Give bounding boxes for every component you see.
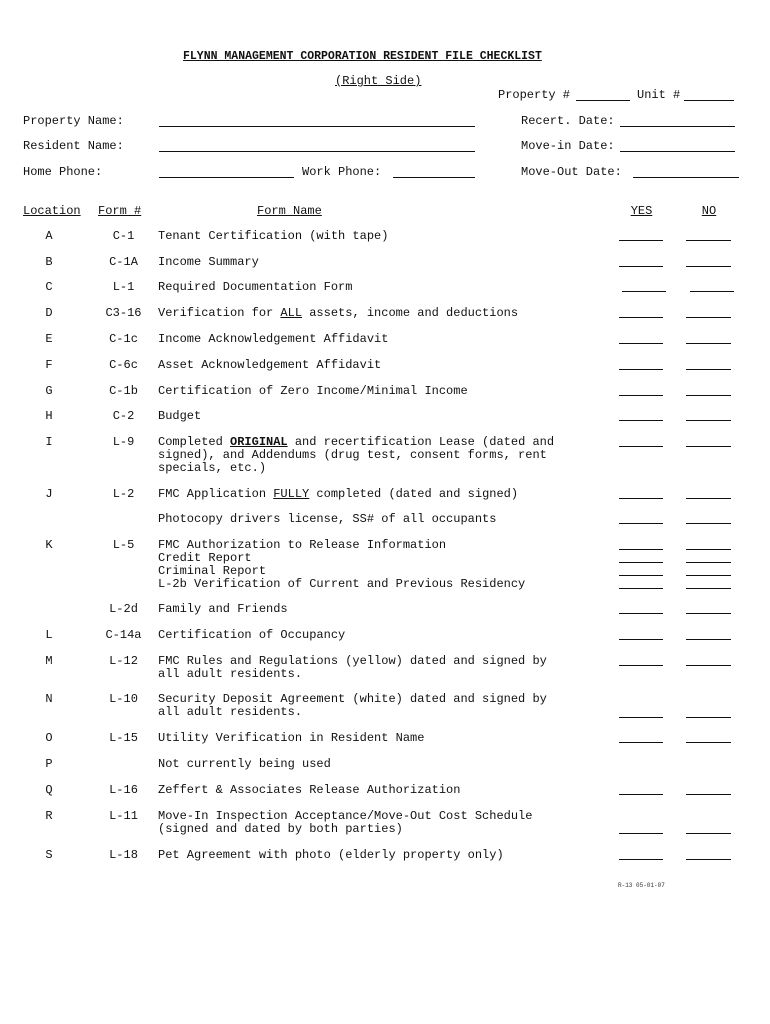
yes-checkbox-line[interactable]	[619, 369, 663, 370]
no-checkbox-line[interactable]	[686, 549, 731, 550]
row-form-number: C-6c	[109, 358, 138, 372]
no-checkbox-line[interactable]	[686, 639, 731, 640]
row-form-number: C-2	[112, 409, 135, 423]
property-number-field[interactable]	[576, 100, 630, 101]
no-checkbox-line[interactable]	[686, 240, 731, 241]
row-form-number: L-12	[109, 654, 138, 668]
yes-checkbox-line[interactable]	[619, 266, 663, 267]
no-checkbox-line[interactable]	[686, 317, 731, 318]
yes-checkbox-line[interactable]	[619, 639, 663, 640]
no-checkbox-line[interactable]	[686, 395, 731, 396]
move-in-date-label: Move-in Date:	[521, 139, 615, 153]
row-form-name: Tenant Certification (with tape)	[158, 229, 389, 243]
unit-number-label: Unit #	[637, 88, 681, 102]
row-form-number: L-16	[109, 783, 138, 797]
emphasis-text: FULLY	[273, 487, 310, 501]
row-form-name: Verification for ALL assets, income and deductions	[158, 306, 519, 320]
no-checkbox-line[interactable]	[686, 665, 731, 666]
no-checkbox-line[interactable]	[686, 343, 731, 344]
row-location: K	[45, 538, 53, 552]
no-checkbox-line[interactable]	[686, 859, 731, 860]
row-location: D	[45, 306, 53, 320]
no-checkbox-line[interactable]	[686, 588, 731, 589]
move-out-date-field[interactable]	[633, 177, 739, 178]
column-header-form-name: Form Name	[257, 204, 322, 218]
row-form-name: Completed ORIGINAL and recertification Lease (dated and	[158, 435, 555, 449]
row-form-name: FMC Authorization to Release Information	[158, 538, 447, 552]
work-phone-field[interactable]	[393, 177, 475, 178]
no-checkbox-line[interactable]	[686, 717, 731, 718]
no-checkbox-line[interactable]	[686, 523, 731, 524]
yes-checkbox-line[interactable]	[619, 717, 663, 718]
row-form-name: Certification of Occupancy	[158, 628, 346, 642]
no-checkbox-line[interactable]	[686, 833, 731, 834]
row-location: F	[45, 358, 53, 372]
row-form-number: C-1A	[109, 255, 138, 269]
row-location: R	[45, 809, 53, 823]
row-location: Q	[45, 783, 53, 797]
row-form-number: L-10	[109, 692, 138, 706]
document-subtitle: (Right Side)	[335, 74, 422, 88]
row-location: B	[45, 255, 53, 269]
row-form-name: Required Documentation Form	[158, 280, 353, 294]
row-form-name: Family and Friends	[158, 602, 288, 616]
row-location: N	[45, 692, 53, 706]
row-location: L	[45, 628, 53, 642]
row-form-name-line2: all adult residents.	[158, 667, 303, 681]
resident-name-field[interactable]	[159, 151, 475, 152]
row-location: S	[45, 848, 53, 862]
row-form-number: C-1b	[109, 384, 138, 398]
column-header-no: NO	[701, 204, 717, 218]
emphasis-text: ORIGINAL	[230, 435, 288, 449]
row-form-number: L-2d	[109, 602, 138, 616]
no-checkbox-line[interactable]	[686, 562, 731, 563]
yes-checkbox-line[interactable]	[619, 742, 663, 743]
emphasis-text: ALL	[280, 306, 303, 320]
row-form-number: C3-16	[105, 306, 142, 320]
property-name-label: Property Name:	[23, 114, 124, 128]
row-form-number: L-5	[112, 538, 135, 552]
yes-checkbox-line[interactable]	[619, 317, 663, 318]
row-form-name: Not currently being used	[158, 757, 331, 771]
no-checkbox-line[interactable]	[686, 498, 731, 499]
row-location: A	[45, 229, 53, 243]
yes-checkbox-line[interactable]	[619, 343, 663, 344]
row-form-name: Zeffert & Associates Release Authorization	[158, 783, 461, 797]
row-form-name-line2: all adult residents.	[158, 705, 303, 719]
row-form-name: Move-In Inspection Acceptance/Move-Out Cost Schedule	[158, 809, 533, 823]
row-form-name: Income Summary	[158, 255, 259, 269]
row-location: M	[45, 654, 53, 668]
home-phone-label: Home Phone:	[23, 165, 103, 179]
form-code: R-13 05-01-07	[618, 882, 665, 889]
row-form-name-line2: (signed and dated by both parties)	[158, 822, 403, 836]
no-checkbox-line[interactable]	[686, 369, 731, 370]
column-header-yes: YES	[630, 204, 653, 218]
row-form-number: C-1	[112, 229, 135, 243]
row-form-name: Certification of Zero Income/Minimal Income	[158, 384, 468, 398]
row-form-name-line4: L-2b Verification of Current and Previous Residency	[158, 577, 526, 591]
yes-checkbox-line[interactable]	[619, 240, 663, 241]
row-form-name: FMC Rules and Regulations (yellow) dated and signed by	[158, 654, 547, 668]
row-location: C	[45, 280, 53, 294]
row-location: J	[45, 487, 53, 501]
yes-checkbox-line[interactable]	[619, 794, 663, 795]
no-checkbox-line[interactable]	[686, 794, 731, 795]
resident-name-label: Resident Name:	[23, 139, 124, 153]
recert-date-field[interactable]	[620, 126, 735, 127]
row-form-name: Budget	[158, 409, 202, 423]
row-form-name: Photocopy drivers license, SS# of all occupants	[158, 512, 497, 526]
yes-checkbox-line[interactable]	[619, 588, 663, 589]
no-checkbox-line[interactable]	[686, 742, 731, 743]
yes-checkbox-line[interactable]	[619, 665, 663, 666]
move-out-date-label: Move-Out Date:	[521, 165, 622, 179]
row-form-number: L-11	[109, 809, 138, 823]
yes-checkbox-line[interactable]	[619, 549, 663, 550]
row-form-number: C-1c	[109, 332, 138, 346]
no-checkbox-line[interactable]	[686, 420, 731, 421]
row-form-name: Security Deposit Agreement (white) dated and signed by	[158, 692, 547, 706]
yes-checkbox-line[interactable]	[619, 562, 663, 563]
row-location: G	[45, 384, 53, 398]
row-form-number: L-18	[109, 848, 138, 862]
row-form-name: Income Acknowledgement Affidavit	[158, 332, 389, 346]
row-form-name: Asset Acknowledgement Affidavit	[158, 358, 382, 372]
row-location: E	[45, 332, 53, 346]
row-location: O	[45, 731, 53, 745]
row-form-number: L-1	[112, 280, 135, 294]
row-form-name-line2: signed), and Addendums (drug test, consent forms, rent	[158, 448, 547, 462]
column-header-form-number: Form #	[98, 204, 142, 218]
yes-checkbox-line[interactable]	[619, 420, 663, 421]
row-location: I	[45, 435, 53, 449]
recert-date-label: Recert. Date:	[521, 114, 615, 128]
no-checkbox-line[interactable]	[686, 575, 731, 576]
row-form-number: L-15	[109, 731, 138, 745]
no-checkbox-line[interactable]	[690, 291, 734, 292]
row-form-number: C-14a	[105, 628, 142, 642]
yes-checkbox-line[interactable]	[619, 446, 663, 447]
home-phone-field[interactable]	[159, 177, 294, 178]
row-form-number: L-2	[112, 487, 135, 501]
yes-checkbox-line[interactable]	[619, 523, 663, 524]
yes-checkbox-line[interactable]	[619, 833, 663, 834]
yes-checkbox-line[interactable]	[619, 395, 663, 396]
document-title: FLYNN MANAGEMENT CORPORATION RESIDENT FILE CHECKLIST	[183, 50, 542, 63]
no-checkbox-line[interactable]	[686, 446, 731, 447]
row-location: P	[45, 757, 53, 771]
row-form-name-line2: Credit Report	[158, 551, 252, 565]
move-in-date-field[interactable]	[620, 151, 735, 152]
yes-checkbox-line[interactable]	[619, 498, 663, 499]
row-location: H	[45, 409, 53, 423]
unit-number-field[interactable]	[684, 100, 734, 101]
work-phone-label: Work Phone:	[302, 165, 382, 179]
row-form-name: FMC Application FULLY completed (dated and signed)	[158, 487, 519, 501]
column-header-location: Location	[23, 204, 81, 218]
yes-checkbox-line[interactable]	[622, 291, 666, 292]
yes-checkbox-line[interactable]	[619, 859, 663, 860]
yes-checkbox-line[interactable]	[619, 575, 663, 576]
row-form-name-line3: Criminal Report	[158, 564, 267, 578]
no-checkbox-line[interactable]	[686, 613, 731, 614]
no-checkbox-line[interactable]	[686, 266, 731, 267]
row-form-name: Utility Verification in Resident Name	[158, 731, 425, 745]
yes-checkbox-line[interactable]	[619, 613, 663, 614]
row-form-name: Pet Agreement with photo (elderly property only)	[158, 848, 504, 862]
row-form-name-line3: specials, etc.)	[158, 461, 267, 475]
property-number-label: Property #	[498, 88, 571, 102]
row-form-number: L-9	[112, 435, 135, 449]
property-name-field[interactable]	[159, 126, 475, 127]
